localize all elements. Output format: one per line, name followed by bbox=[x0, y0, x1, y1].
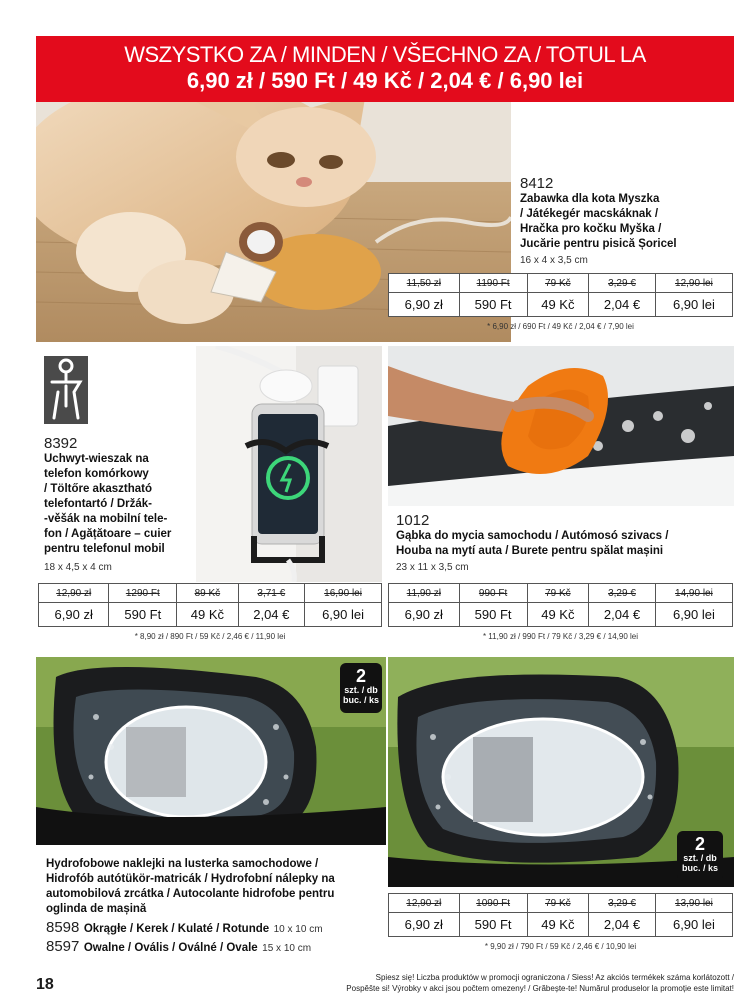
footnote-8598: * 9,90 zł / 790 Ft / 59 Kč / 2,46 € / 10,90 lei bbox=[484, 942, 637, 951]
new-price-huf: 590 Ft bbox=[459, 293, 527, 317]
product-name-line: Jucărie pentru pisică Șoricel bbox=[520, 238, 677, 250]
new-price-pln: 6,90 zł bbox=[389, 293, 460, 317]
new-price-row bbox=[389, 603, 733, 627]
product-name-1012 bbox=[396, 529, 734, 559]
new-price-pln: 6,90 zł bbox=[389, 913, 460, 937]
price-banner bbox=[36, 36, 734, 102]
new-price-huf: 590 Ft bbox=[459, 913, 527, 937]
old-price-czk: 79 Kč bbox=[527, 894, 589, 913]
new-price-ron: 6,90 lei bbox=[305, 603, 382, 627]
old-price-czk: 89 Kč bbox=[177, 584, 238, 603]
product-name-line: Houba na mytí auta / Burete pentru spălat mașini bbox=[396, 545, 664, 557]
old-price-ron: 16,90 lei bbox=[305, 584, 382, 603]
new-price-ron: 6,90 lei bbox=[655, 913, 732, 937]
old-price-ron: 13,90 lei bbox=[655, 894, 732, 913]
new-price-czk: 49 Kč bbox=[177, 603, 238, 627]
product-name-line: automobilová zrcátka / Autocolante hidrofobe pentru bbox=[46, 888, 335, 900]
variant-8597 bbox=[46, 938, 311, 956]
old-price-huf: 1190 Ft bbox=[459, 274, 527, 293]
product-dims-8412: 16 x 4 x 3,5 cm bbox=[520, 255, 588, 266]
disclaimer-line: Pospěšte si! Výrobky v akci jsou počtem omezeny! / Grăbește-te! Numărul produselor la promoție este limitat! bbox=[346, 984, 734, 993]
old-price-huf: 1090 Ft bbox=[459, 894, 527, 913]
old-price-eur: 3,71 € bbox=[238, 584, 305, 603]
hanger-icon bbox=[44, 356, 88, 424]
new-price-pln: 6,90 zł bbox=[389, 603, 460, 627]
new-price-huf: 590 Ft bbox=[459, 603, 527, 627]
price-table-8392 bbox=[38, 583, 382, 627]
product-name-line: telefon komórkowy bbox=[44, 468, 149, 480]
product-name-line: -věšák na mobilní tele- bbox=[44, 513, 168, 525]
page-number: 18 bbox=[36, 976, 54, 993]
old-price-pln: 11,90 zł bbox=[389, 584, 460, 603]
new-price-eur: 2,04 € bbox=[589, 913, 656, 937]
price-table-8598 bbox=[388, 893, 733, 937]
old-price-eur: 3,29 € bbox=[589, 894, 656, 913]
badge-unit: buc. / ks bbox=[681, 863, 718, 873]
product-name-line: fon / Agățătoare – cuier bbox=[44, 528, 172, 540]
new-price-czk: 49 Kč bbox=[527, 913, 589, 937]
product-name-line: oglinda de mașină bbox=[46, 903, 147, 915]
mirror-sticker-photo-left bbox=[36, 657, 386, 845]
new-price-czk: 49 Kč bbox=[527, 293, 589, 317]
banner-prices: 6,90 zł / 590 Ft / 49 Kč / 2,04 € / 6,90 lei bbox=[186, 68, 584, 93]
old-price-czk: 79 Kč bbox=[527, 584, 589, 603]
new-price-huf: 590 Ft bbox=[109, 603, 177, 627]
new-price-eur: 2,04 € bbox=[589, 293, 656, 317]
badge-unit: szt. / db bbox=[683, 853, 717, 863]
quantity-badge-bottom bbox=[677, 831, 723, 881]
product-name-line: Hydrofobowe naklejki na lusterka samochodowe / bbox=[46, 858, 319, 870]
stock-disclaimer bbox=[346, 972, 734, 994]
product-code-8392: 8392 bbox=[44, 435, 78, 452]
product-dims-8392: 18 x 4,5 x 4 cm bbox=[44, 562, 112, 573]
badge-unit: buc. / ks bbox=[342, 695, 379, 705]
product-name-line: Uchwyt-wieszak na bbox=[44, 453, 149, 465]
old-price-row bbox=[389, 584, 733, 603]
old-price-ron: 12,90 lei bbox=[655, 274, 732, 293]
new-price-czk: 49 Kč bbox=[527, 603, 589, 627]
product-name-line: telefontartó / Držák- bbox=[44, 498, 152, 510]
quantity-badge-top bbox=[340, 663, 382, 713]
old-price-pln: 12,90 zł bbox=[389, 894, 460, 913]
product-code-8412: 8412 bbox=[520, 175, 554, 192]
product-name-line: Zabawka dla kota Myszka bbox=[520, 193, 660, 205]
footnote-1012: * 11,90 zł / 990 Ft / 79 Kč / 3,29 € / 14,90 lei bbox=[482, 632, 639, 641]
disclaimer-line: Spiesz się! Liczba produktów w promocji ograniczona / Siess! Az akciós termékek száma korlátozott / bbox=[375, 973, 734, 982]
new-price-row bbox=[389, 913, 733, 937]
old-price-eur: 3,29 € bbox=[589, 274, 656, 293]
variant-name: Okrągłe / Kerek / Kulaté / Rotunde bbox=[83, 923, 270, 935]
old-price-pln: 12,90 zł bbox=[39, 584, 109, 603]
variant-code: 8597 bbox=[46, 938, 80, 955]
old-price-row bbox=[389, 274, 733, 293]
new-price-row bbox=[39, 603, 382, 627]
footnote-8392: * 8,90 zł / 890 Ft / 59 Kč / 2,46 € / 11,90 lei bbox=[134, 632, 286, 641]
old-price-row bbox=[39, 584, 382, 603]
new-price-pln: 6,90 zł bbox=[39, 603, 109, 627]
variant-code: 8598 bbox=[46, 919, 80, 936]
product-name-line: Hračka pro kočku Myška / bbox=[520, 223, 662, 235]
old-price-pln: 11,50 zł bbox=[389, 274, 460, 293]
product-name-8412 bbox=[520, 192, 734, 252]
product-name-line: Hidrofób autótükör-matricák / Hydrofobní nálepky na bbox=[46, 873, 335, 885]
old-price-row bbox=[389, 894, 733, 913]
new-price-row bbox=[389, 293, 733, 317]
badge-number: 2 bbox=[694, 834, 705, 854]
old-price-eur: 3,29 € bbox=[589, 584, 656, 603]
new-price-ron: 6,90 lei bbox=[655, 603, 732, 627]
badge-number: 2 bbox=[355, 666, 366, 686]
product-name-8598 bbox=[46, 857, 386, 917]
old-price-ron: 14,90 lei bbox=[655, 584, 732, 603]
product-name-line: Gąbka do mycia samochodu / Autómosó szivacs / bbox=[396, 530, 669, 542]
new-price-eur: 2,04 € bbox=[589, 603, 656, 627]
variant-name: Owalne / Ovális / Oválné / Ovale bbox=[83, 942, 258, 954]
old-price-huf: 1290 Ft bbox=[109, 584, 177, 603]
product-name-line: / Töltőre akasztható bbox=[44, 483, 152, 495]
price-table-1012 bbox=[388, 583, 733, 627]
product-name-line: / Játékegér macskáknak / bbox=[520, 208, 659, 220]
product-name-8392 bbox=[44, 452, 194, 557]
badge-unit: szt. / db bbox=[344, 685, 378, 695]
new-price-eur: 2,04 € bbox=[238, 603, 305, 627]
product-name-line: pentru telefonul mobil bbox=[44, 543, 165, 555]
product-code-1012: 1012 bbox=[396, 512, 430, 529]
old-price-huf: 990 Ft bbox=[459, 584, 527, 603]
old-price-czk: 79 Kč bbox=[527, 274, 589, 293]
variant-dims: 10 x 10 cm bbox=[273, 924, 323, 935]
variant-8598 bbox=[46, 919, 323, 937]
price-table-8412 bbox=[388, 273, 733, 317]
variant-dims: 15 x 10 cm bbox=[262, 943, 312, 954]
new-price-ron: 6,90 lei bbox=[655, 293, 732, 317]
car-sponge-photo bbox=[388, 346, 734, 506]
footnote-8412: * 6,90 zł / 690 Ft / 49 Kč / 2,04 € / 7,90 lei bbox=[487, 322, 634, 331]
product-dims-1012: 23 x 11 x 3,5 cm bbox=[396, 562, 469, 573]
banner-title: WSZYSTKO ZA / MINDEN / VŠECHNO ZA / TOTUL LA bbox=[124, 42, 646, 67]
phone-holder-photo bbox=[196, 346, 382, 582]
